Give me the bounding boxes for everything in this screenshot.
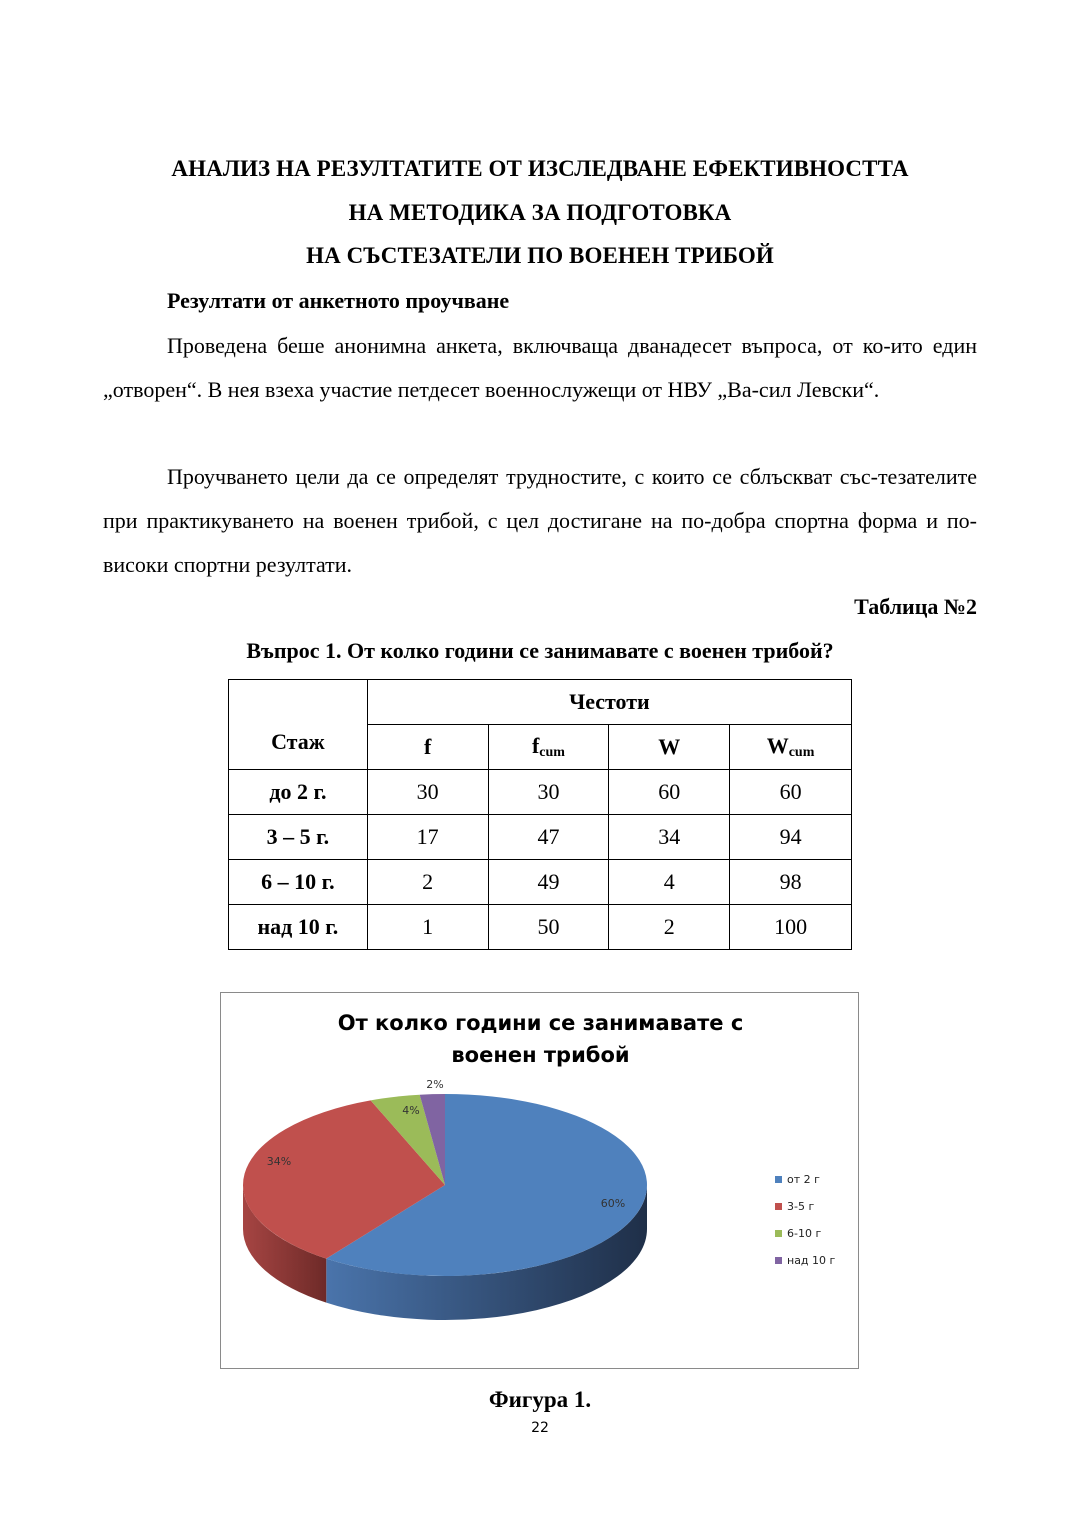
header-stazh: Стаж [229, 680, 368, 770]
header-f: f [367, 725, 488, 770]
pie-data-label: 34% [266, 1155, 292, 1168]
cell-stazh: 6 – 10 г. [229, 860, 368, 905]
cell-f: 1 [367, 905, 488, 950]
legend-label: от 2 г [787, 1173, 820, 1186]
header-wcum-sub: cum [788, 745, 815, 760]
legend-swatch [775, 1176, 782, 1183]
legend-item [775, 1173, 835, 1200]
table-row [229, 770, 852, 815]
cell-fcum: 49 [488, 860, 609, 905]
page-number: 22 [531, 1420, 549, 1436]
pie-data-label: 2% [426, 1078, 444, 1091]
cell-w: 60 [609, 770, 730, 815]
chart-title-line-1: От колко години се занимавате с [337, 1011, 744, 1035]
cell-wcum: 60 [730, 770, 852, 815]
question-title: Въпрос 1. От колко години се занимавате с военен трибой? [246, 638, 834, 663]
legend-swatch [775, 1203, 782, 1210]
legend-label: 6-10 г [787, 1227, 822, 1240]
heading-line-1: АНАЛИЗ НА РЕЗУЛТАТИТЕ ОТ ИЗСЛЕДВАНЕ ЕФЕКТИВНОСТТА [171, 156, 909, 181]
table-row [229, 905, 852, 950]
cell-stazh: до 2 г. [229, 770, 368, 815]
legend-label: 3-5 г [787, 1200, 815, 1213]
legend-item [775, 1200, 835, 1227]
cell-fcum: 30 [488, 770, 609, 815]
section-subheading: Резултати от анкетното проучване [167, 288, 510, 313]
cell-stazh: 3 – 5 г. [229, 815, 368, 860]
paragraph-purpose: Проучването цели да се определят трудностите, с които се сблъскват със-тезателите при практикуването на военен трибой, с цел достигане на по-добра спортна форма и по-високи спортни резултати. [103, 464, 977, 577]
pie-chart-plot [221, 993, 860, 1370]
cell-fcum: 50 [488, 905, 609, 950]
header-w: W [609, 725, 730, 770]
table-label: Таблица №2 [854, 594, 977, 619]
pie-chart [220, 992, 859, 1369]
table-row [229, 815, 852, 860]
cell-f: 17 [367, 815, 488, 860]
cell-w: 34 [609, 815, 730, 860]
cell-fcum: 47 [488, 815, 609, 860]
legend-label: над 10 г [787, 1254, 836, 1267]
cell-w: 4 [609, 860, 730, 905]
frequency-table [228, 679, 852, 950]
table-header-row-1 [229, 680, 852, 725]
paragraph-survey: Проведена беше анонимна анкета, включваща дванадесет въпроса, от ко-ито един „отворен“. В нея взеха участие петдесет военнослужещи от НВУ „Ва-сил Левски“. [103, 333, 977, 402]
legend-item [775, 1254, 835, 1281]
cell-wcum: 98 [730, 860, 852, 905]
heading-line-3: НА СЪСТЕЗАТЕЛИ ПО ВОЕНЕН ТРИБОЙ [306, 243, 774, 268]
header-fcum-base: f [531, 733, 540, 758]
header-fcum [488, 725, 609, 770]
legend-swatch [775, 1257, 782, 1264]
cell-w: 2 [609, 905, 730, 950]
figure-caption: Фигура 1. [488, 1387, 592, 1412]
pie-data-label: 60% [600, 1197, 626, 1210]
header-wcum [730, 725, 852, 770]
header-wcum-base: W [766, 733, 789, 758]
chart-legend [775, 1173, 835, 1281]
cell-wcum: 94 [730, 815, 852, 860]
legend-swatch [775, 1230, 782, 1237]
cell-f: 2 [367, 860, 488, 905]
cell-stazh: над 10 г. [229, 905, 368, 950]
cell-f: 30 [367, 770, 488, 815]
table-row [229, 860, 852, 905]
pie-data-label: 4% [402, 1104, 420, 1117]
header-chestoti: Честоти [367, 680, 851, 725]
chart-title-line-2: военен трибой [451, 1043, 630, 1067]
header-fcum-sub: cum [539, 745, 565, 760]
cell-wcum: 100 [730, 905, 852, 950]
heading-line-2: НА МЕТОДИКА ЗА ПОДГОТОВКА [348, 200, 732, 225]
legend-item [775, 1227, 835, 1254]
